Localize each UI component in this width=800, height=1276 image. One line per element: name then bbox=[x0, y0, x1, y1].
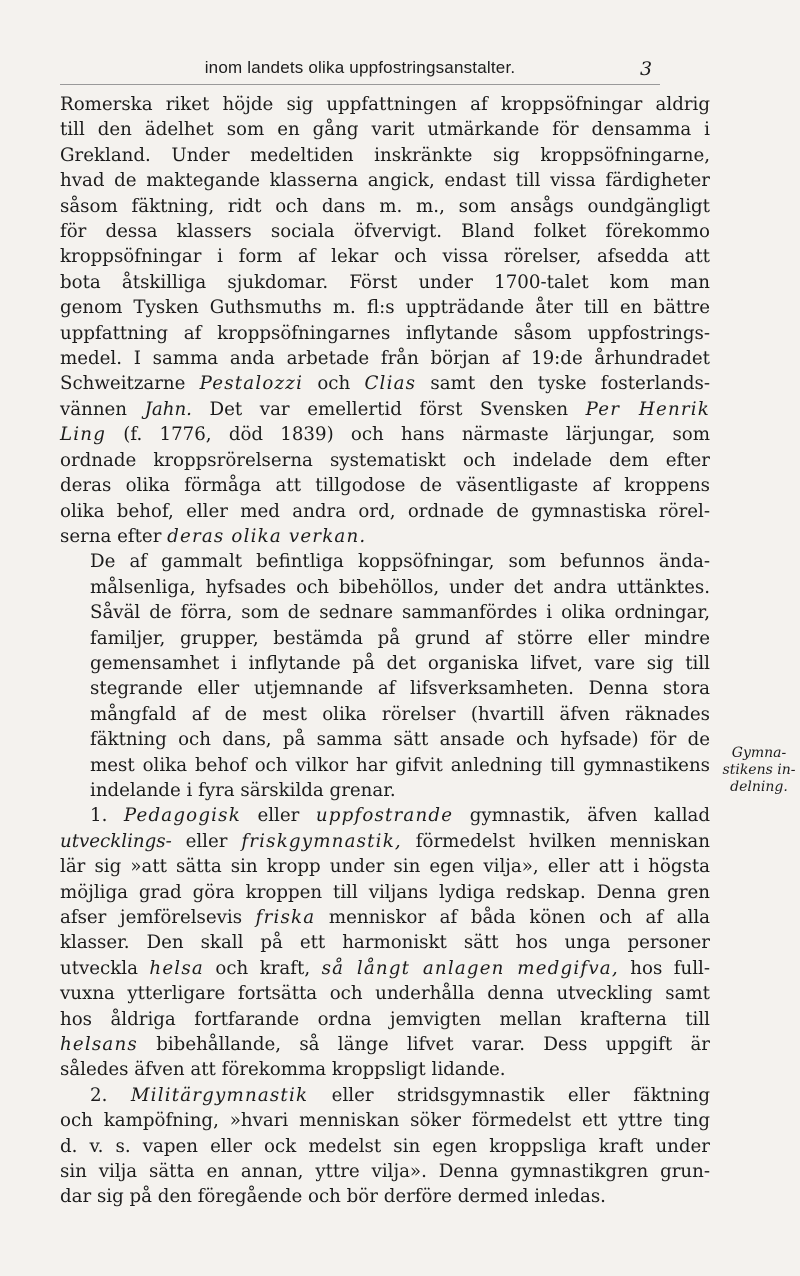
text-line: mest olika behof och vilkor har gifvit anledning till gymnastikens bbox=[90, 754, 710, 776]
body-text bbox=[60, 92, 710, 1210]
emphasis-sa-langt: så långt anlagen medgifva, bbox=[321, 957, 619, 979]
text-line: genom Tysken Guthsmuths m. fl:s uppträdande åter till en bättre bbox=[60, 297, 710, 319]
text-run: och kraft, bbox=[203, 957, 322, 979]
margin-note-line: delning. bbox=[730, 779, 788, 795]
text-run: hos full- bbox=[618, 957, 711, 979]
text-line: olika behof, eller med andra ord, ordnade de gymnastiska rörel- bbox=[60, 500, 710, 522]
text-line: ordnade kroppsrörelserna systematiskt och indelade dem efter bbox=[60, 449, 710, 471]
text-line: bota åtskilliga sjukdomar. Först under 1700-talet kom man bbox=[60, 271, 710, 293]
text-line: för dessa klassers sociala öfvervigt. Bland folket förekommo bbox=[60, 221, 710, 243]
text-line: fäktning och dans, på samma sätt ansade och hyfsade) för de bbox=[90, 729, 710, 751]
text-run: utveckla bbox=[60, 957, 150, 979]
paragraph-1 bbox=[60, 92, 710, 549]
margin-note-line: Gymna- bbox=[731, 745, 787, 761]
text-line: och kampöfning, »hvari menniskan söker förmedelst ett yttre ting bbox=[60, 1110, 710, 1132]
name-pestalozzi: Pestalozzi bbox=[199, 373, 304, 395]
text-run: förmedelst hvilken menniskan bbox=[401, 830, 710, 852]
text-line: indelande i fyra särskilda grenar. bbox=[90, 779, 396, 801]
text-line: familjer, grupper, bestämda på grund af större eller mindre bbox=[90, 627, 710, 649]
text-run: eller stridsgymnastik eller fäktning bbox=[308, 1084, 710, 1106]
text-line: gemensamhet i inflytande på det organiska lifvet, vare sig till bbox=[90, 652, 710, 674]
text-line bbox=[60, 829, 710, 854]
text-line: mångfald af de mest olika rörelser (hvartill äfven räknades bbox=[90, 703, 710, 725]
text-run: eller bbox=[171, 830, 242, 852]
text-run: 1. bbox=[90, 805, 124, 827]
text-line: möjliga grad göra kroppen till viljans lydiga redskap. Denna gren bbox=[60, 881, 710, 903]
text-line: således äfven att förekomma kroppsligt lidande. bbox=[60, 1059, 506, 1081]
text-line: stegrande eller utjemnande af lifsverksamheten. Denna stora bbox=[90, 678, 710, 700]
text-line bbox=[60, 1083, 710, 1108]
name-ling: Ling bbox=[60, 424, 107, 446]
text-line bbox=[60, 905, 710, 930]
emphasis-helsa: helsa bbox=[149, 957, 204, 979]
text-line: klasser. Den skall på ett harmoniskt sätt hos unga personer bbox=[60, 932, 710, 954]
text-run: bibehållande, så länge lifvet varar. Dess uppgift är bbox=[137, 1034, 710, 1056]
emphasis-deras-olika-verkan: deras olika verkan. bbox=[167, 525, 367, 547]
text-run: och bbox=[303, 373, 365, 395]
text-line bbox=[60, 1032, 710, 1057]
text-run: eller bbox=[240, 805, 316, 827]
name-per-henrik: Per Henrik bbox=[585, 398, 710, 420]
text-line: uppfattning af kroppsöfningarnes inflytande såsom uppfostrings- bbox=[60, 322, 710, 344]
text-run: samt den tyske fosterlands- bbox=[416, 373, 710, 395]
text-line: dar sig på den föregående och bör derföre dermed inledas. bbox=[60, 1186, 606, 1208]
text-line: vuxna ytterligare fortsätta och underhålla denna utveckling samt bbox=[60, 983, 710, 1005]
emphasis-helsans: helsans bbox=[60, 1034, 138, 1056]
text-run: gymnastik, äfven kallad bbox=[453, 805, 711, 827]
term-militargymnastik: Militärgymnastik bbox=[130, 1084, 309, 1106]
text-line: lär sig »att sätta sin kropp under sin egen vilja», eller att i högsta bbox=[60, 856, 710, 878]
name-jahn: Jahn. bbox=[144, 398, 192, 420]
text-line: d. v. s. vapen eller ock medelst sin egen kroppsliga kraft under bbox=[60, 1135, 710, 1157]
text-line: kroppsöfningar i form af lekar och vissa rörelser, afsedda att bbox=[60, 246, 710, 268]
paragraph-4 bbox=[60, 1083, 710, 1210]
text-line bbox=[60, 524, 710, 549]
text-run: (f. 1776, död 1839) och hans närmaste lärjungar, som bbox=[106, 424, 710, 446]
margin-note-line: stikens in- bbox=[722, 762, 796, 778]
text-line: deras olika förmåga att tillgodose de väsentligaste af kroppens bbox=[60, 475, 710, 497]
paragraph-3 bbox=[60, 803, 710, 1082]
name-clias: Clias bbox=[364, 373, 417, 395]
emphasis-friska: friska bbox=[255, 907, 316, 928]
page-number: 3 bbox=[640, 58, 653, 80]
margin-note bbox=[718, 745, 800, 796]
text-line: till den ädelhet som en gång varit utmärkande för densamma i bbox=[60, 119, 710, 141]
text-line: hos åldriga fortfarande ordna jemvigten mellan krafterna till bbox=[60, 1008, 710, 1030]
term-pedagogisk: Pedagogisk bbox=[123, 805, 241, 827]
text-line: Såväl de förra, som de sednare sammanfördes i olika ordningar, bbox=[90, 602, 710, 624]
text-run: Schweitzarne bbox=[60, 373, 200, 395]
text-run: afser jemförelsevis bbox=[60, 907, 256, 928]
header-rule bbox=[60, 84, 660, 85]
text-line: sin vilja sätta en annan, yttre vilja». Denna gymnastikgren grun- bbox=[60, 1161, 710, 1183]
text-run: 2. bbox=[90, 1084, 131, 1106]
term-utvecklings: utvecklings- bbox=[60, 830, 172, 852]
text-line bbox=[60, 803, 710, 828]
text-run: menniskor af båda könen och af alla bbox=[315, 907, 710, 928]
text-line bbox=[60, 371, 710, 396]
term-friskgymnastik: friskgymnastik, bbox=[241, 830, 402, 852]
text-line: Grekland. Under medeltiden inskränkte sig kroppsöfningarne, bbox=[60, 144, 710, 166]
text-line: Romerska riket höjde sig uppfattningen af kroppsöfningar aldrig bbox=[60, 94, 710, 115]
running-header: inom landets olika uppfostringsanstalter. bbox=[204, 58, 516, 77]
text-line bbox=[60, 956, 710, 981]
text-line bbox=[60, 422, 710, 447]
text-line: målsenliga, hyfsades och bibehöllos, under det andra uttänktes. bbox=[90, 576, 710, 598]
text-line: medel. I samma anda arbetade från början af 19:de århundradet bbox=[60, 348, 710, 370]
text-run: serna efter bbox=[60, 525, 168, 547]
paragraph-2 bbox=[60, 549, 710, 803]
term-uppfostrande: uppfostrande bbox=[315, 805, 454, 827]
text-run: vännen bbox=[60, 398, 145, 420]
text-line: hvad de maktegande klasserna angick, endast till vissa färdigheter bbox=[60, 170, 710, 192]
text-line bbox=[60, 397, 710, 422]
text-line: De af gammalt befintliga koppsöfningar, som befunnos ända- bbox=[90, 551, 710, 573]
text-run: Det var emellertid först Svensken bbox=[191, 398, 586, 420]
text-line: såsom fäktning, ridt och dans m. m., som ansågs oundgängligt bbox=[60, 195, 710, 217]
